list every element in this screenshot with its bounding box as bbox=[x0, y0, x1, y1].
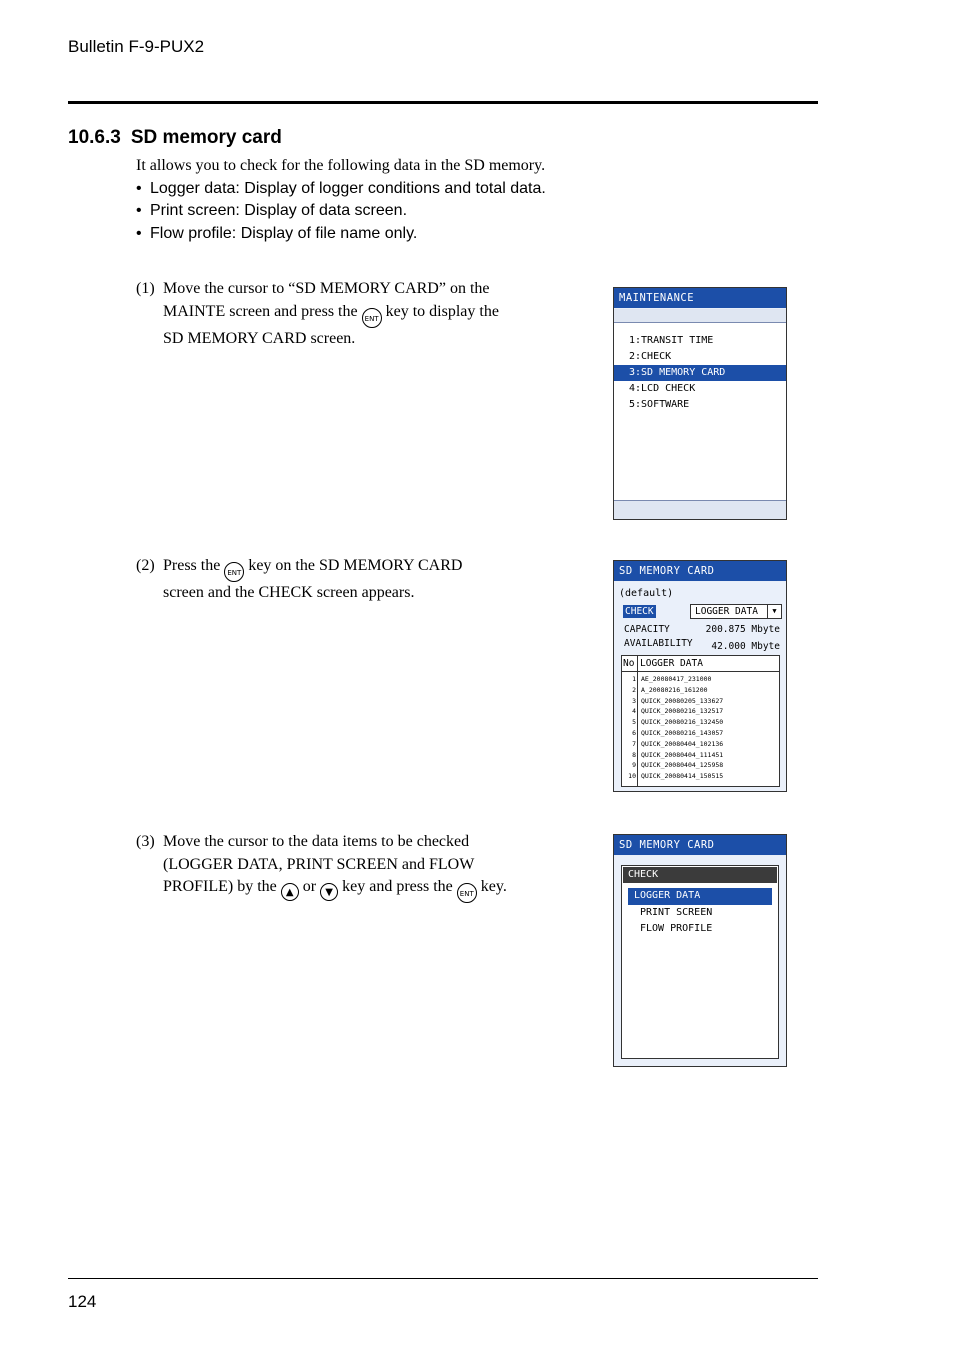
screen-footer-strip bbox=[614, 500, 786, 519]
logger-data-table bbox=[621, 655, 780, 787]
step-text: Move the cursor to the data items to be checked bbox=[163, 833, 470, 850]
screen-body bbox=[614, 582, 786, 791]
row-file-name: QUICK_20080404_111451 bbox=[641, 750, 724, 759]
screen-body bbox=[614, 323, 786, 500]
row-number: 5 bbox=[632, 718, 636, 727]
data-type-dropdown[interactable] bbox=[690, 604, 782, 619]
table-row[interactable] bbox=[622, 674, 779, 685]
table-row[interactable] bbox=[622, 771, 779, 782]
step-text: SD MEMORY CARD screen. bbox=[163, 329, 356, 347]
step-text: PROFILE) by the ▲ or ▼ key and press the ENT key. bbox=[163, 876, 507, 903]
table-row[interactable] bbox=[622, 760, 779, 771]
step-text: Move the cursor to “SD MEMORY CARD” on the bbox=[163, 280, 490, 297]
row-number: 2 bbox=[632, 685, 636, 694]
maintenance-screen bbox=[613, 287, 787, 520]
ent-key-icon: ENT bbox=[457, 883, 477, 903]
column-header-logger-data: LOGGER DATA bbox=[640, 658, 703, 669]
bullet-item: • Flow profile: Display of file name only. bbox=[136, 225, 418, 242]
step-text: Press the ENT key on the SD MEMORY CARD bbox=[163, 555, 462, 582]
menu-item-software[interactable]: 5:SOFTWARE bbox=[629, 399, 690, 410]
check-screen bbox=[613, 834, 787, 1067]
table-header bbox=[622, 656, 779, 672]
availability-row bbox=[624, 638, 780, 652]
capacity-row bbox=[624, 624, 780, 635]
row-file-name: QUICK_20080404_125958 bbox=[641, 761, 724, 770]
screen-title: SD MEMORY CARD bbox=[614, 561, 786, 581]
table-row[interactable] bbox=[622, 706, 779, 717]
column-header-no: No bbox=[623, 656, 638, 671]
step-text: MAINTE screen and press the ENT key to display the bbox=[163, 301, 499, 328]
row-file-name: QUICK_20080404_102136 bbox=[641, 739, 724, 748]
step-number: (1) bbox=[136, 280, 155, 297]
step-number: (2) bbox=[136, 557, 155, 574]
row-file-name: QUICK_20080205_133627 bbox=[641, 696, 724, 705]
check-panel-title: CHECK bbox=[623, 867, 777, 883]
step-3 bbox=[136, 831, 507, 903]
step-2 bbox=[136, 555, 462, 605]
section-title: SD memory card bbox=[130, 127, 282, 148]
header-rule bbox=[68, 101, 818, 104]
option-logger-data[interactable]: LOGGER DATA bbox=[628, 888, 772, 905]
check-panel bbox=[621, 865, 779, 1059]
screen-body bbox=[614, 856, 786, 1066]
table-row[interactable] bbox=[622, 685, 779, 696]
step-text: (LOGGER DATA, PRINT SCREEN and FLOW bbox=[163, 855, 475, 873]
footer-rule bbox=[68, 1278, 818, 1279]
check-options bbox=[622, 888, 778, 938]
capacity-value: 200.875 Mbyte bbox=[705, 624, 780, 635]
step-text: screen and the CHECK screen appears. bbox=[163, 584, 415, 601]
screen-title: SD MEMORY CARD bbox=[614, 835, 786, 855]
row-file-name: A_20080216_161200 bbox=[641, 685, 708, 694]
screen-strip bbox=[614, 309, 786, 323]
capacity-label: CAPACITY bbox=[624, 624, 670, 635]
table-row[interactable] bbox=[622, 739, 779, 750]
ent-key-icon: ENT bbox=[224, 562, 244, 582]
step-1 bbox=[136, 278, 499, 350]
menu-item-lcd-check[interactable]: 4:LCD CHECK bbox=[629, 383, 696, 394]
row-number: 4 bbox=[632, 707, 636, 716]
row-number: 3 bbox=[632, 696, 636, 705]
check-button[interactable]: CHECK bbox=[625, 606, 654, 617]
table-row[interactable] bbox=[622, 750, 779, 761]
intro-text: It allows you to check for the following data in the SD memory. bbox=[136, 157, 546, 174]
table-row[interactable] bbox=[622, 728, 779, 739]
maintenance-menu bbox=[614, 333, 786, 413]
up-arrow-key-icon: ▲ bbox=[281, 883, 299, 901]
section-number: 10.6.3 bbox=[68, 127, 121, 148]
row-file-name: QUICK_20080216_132450 bbox=[641, 718, 724, 727]
sd-memory-card-screen bbox=[613, 560, 787, 792]
bullet-item: • Logger data: Display of logger conditions and total data. bbox=[136, 180, 546, 197]
screen-title: MAINTENANCE bbox=[614, 288, 786, 308]
row-file-name: AE_20080417_231000 bbox=[641, 675, 712, 683]
dropdown-value: LOGGER DATA bbox=[695, 606, 758, 617]
table-row[interactable] bbox=[622, 696, 779, 707]
default-label: (default) bbox=[619, 588, 674, 599]
menu-item-sd-memory-card[interactable]: 3:SD MEMORY CARD bbox=[614, 365, 786, 381]
ent-key-icon: ENT bbox=[362, 308, 382, 328]
row-number: 1 bbox=[632, 675, 636, 683]
menu-item-check[interactable]: 2:CHECK bbox=[629, 351, 672, 362]
row-number: 6 bbox=[632, 728, 636, 737]
dropdown-arrow-icon[interactable]: ▼ bbox=[767, 605, 781, 618]
menu-item-transit-time[interactable]: 1:TRANSIT TIME bbox=[629, 335, 714, 346]
row-file-name: QUICK_20080414_150515 bbox=[641, 772, 724, 781]
option-print-screen[interactable]: PRINT SCREEN bbox=[640, 906, 713, 918]
row-number: 7 bbox=[632, 739, 636, 748]
step-number: (3) bbox=[136, 833, 155, 850]
down-arrow-key-icon: ▼ bbox=[320, 883, 338, 901]
bulletin-number: Bulletin F-9-PUX2 bbox=[68, 37, 205, 56]
row-file-name: QUICK_20080216_143057 bbox=[641, 728, 724, 737]
availability-label: AVAILABILITY bbox=[624, 638, 693, 649]
bullet-item: • Print screen: Display of data screen. bbox=[136, 202, 408, 219]
row-number: 10 bbox=[628, 772, 636, 781]
row-number: 9 bbox=[632, 761, 636, 770]
section-heading bbox=[68, 127, 282, 149]
row-number: 8 bbox=[632, 750, 636, 759]
availability-value: 42.000 Mbyte bbox=[711, 641, 780, 652]
page-number: 124 bbox=[68, 1292, 97, 1311]
row-file-name: QUICK_20080216_132517 bbox=[641, 707, 724, 716]
table-body bbox=[622, 672, 779, 782]
option-flow-profile[interactable]: FLOW PROFILE bbox=[640, 923, 713, 934]
table-row[interactable] bbox=[622, 717, 779, 728]
